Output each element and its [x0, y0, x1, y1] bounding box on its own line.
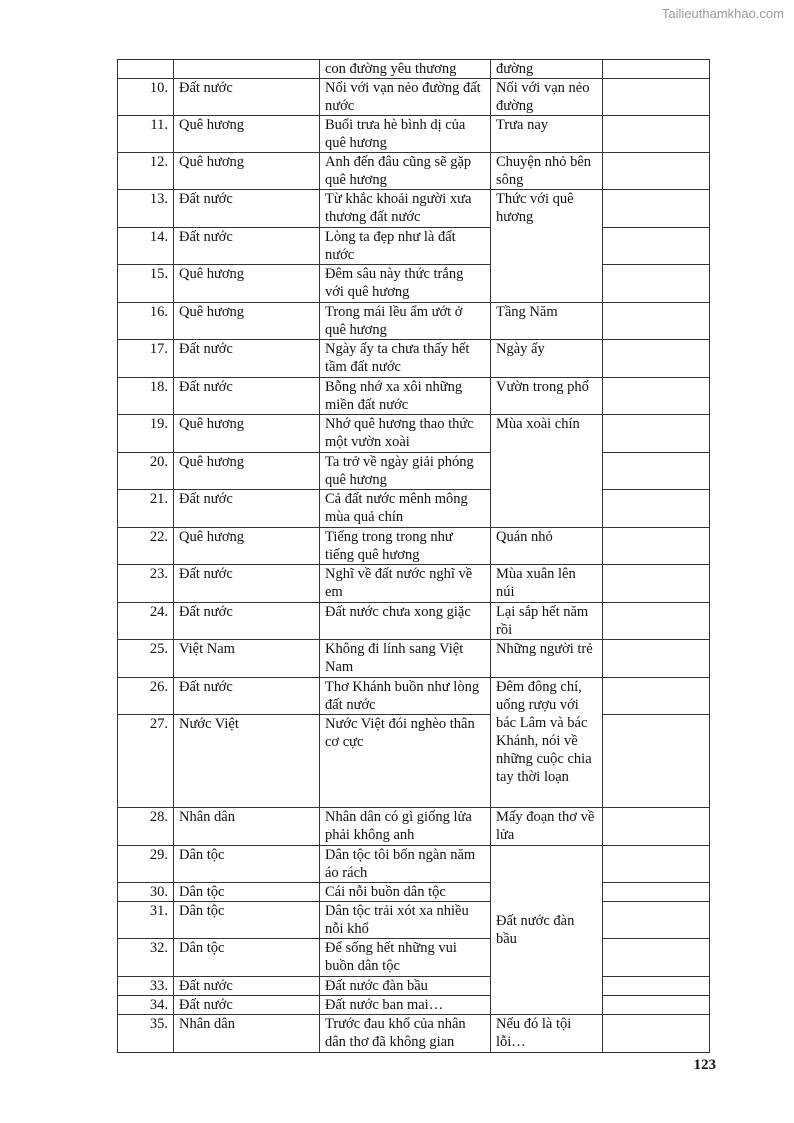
row-number: 20. [118, 453, 174, 490]
verse-line-cell: Nước Việt đói nghèo thân cơ cực [320, 715, 491, 808]
row-number: 18. [118, 378, 174, 415]
extra-cell [603, 265, 710, 303]
keyword-cell: Quê hương [174, 415, 320, 453]
row-number: 35. [118, 1015, 174, 1053]
verse-line-cell: Đất nước đàn bầu [320, 977, 491, 996]
keyword-cell: Đất nước [174, 340, 320, 378]
table-row [118, 883, 710, 902]
table-row [118, 1015, 710, 1053]
keyword-cell: Dân tộc [174, 902, 320, 939]
page-number: 123 [693, 1057, 716, 1073]
table-row [118, 303, 710, 340]
poem-title-cell: Chuyện nhỏ bên sông [491, 153, 603, 190]
row-number: 22. [118, 528, 174, 565]
extra-cell [603, 190, 710, 228]
table-row [118, 490, 710, 528]
verse-line-cell: Đất nước ban mai… [320, 996, 491, 1015]
verse-line-cell: Nghĩ về đất nước nghĩ về em [320, 565, 491, 603]
poem-title-cell: đường [491, 60, 603, 79]
poem-title-cell: Những người trẻ [491, 640, 603, 678]
table-row [118, 265, 710, 303]
keyword-cell: Đất nước [174, 565, 320, 603]
keyword-cell: Nước Việt [174, 715, 320, 808]
verse-line-cell: Thơ Khánh buồn như lòng đất nước [320, 678, 491, 715]
extra-cell [603, 603, 710, 640]
keyword-cell: Quê hương [174, 453, 320, 490]
verse-line-cell: Trong mái lều ẩm ướt ở quê hương [320, 303, 491, 340]
poem-title-cell: Thức với quê hương [491, 190, 603, 303]
row-number: 11. [118, 116, 174, 153]
verse-line-cell: Lòng ta đẹp như là đất nước [320, 228, 491, 265]
extra-cell [603, 678, 710, 715]
table-row [118, 153, 710, 190]
keyword-cell: Quê hương [174, 528, 320, 565]
poem-title-cell: Mùa xuân lên núi [491, 565, 603, 603]
table-row [118, 453, 710, 490]
row-number: 29. [118, 846, 174, 883]
row-number: 26. [118, 678, 174, 715]
extra-cell [603, 939, 710, 977]
row-number: 13. [118, 190, 174, 228]
extra-cell [603, 1015, 710, 1053]
table-row [118, 846, 710, 883]
poem-title-cell: Vườn trong phố [491, 378, 603, 415]
verse-line-cell: Dân tộc trải xót xa nhiều nỗi khổ [320, 902, 491, 939]
extra-cell [603, 228, 710, 265]
poem-table [117, 59, 710, 1053]
keyword-cell: Quê hương [174, 116, 320, 153]
extra-cell [603, 453, 710, 490]
row-number: 17. [118, 340, 174, 378]
row-number: 33. [118, 977, 174, 996]
table-row [118, 60, 710, 79]
keyword-cell: Đất nước [174, 996, 320, 1015]
poem-title-cell: Mấy đoạn thơ về lửa [491, 808, 603, 846]
table-row [118, 79, 710, 116]
extra-cell [603, 902, 710, 939]
keyword-cell: Đất nước [174, 228, 320, 265]
row-number: 27. [118, 715, 174, 808]
verse-line-cell: con đường yêu thương [320, 60, 491, 79]
extra-cell [603, 378, 710, 415]
keyword-cell: Nhân dân [174, 808, 320, 846]
verse-line-cell: Nhân dân có gì giống lửa phải không anh [320, 808, 491, 846]
extra-cell [603, 808, 710, 846]
verse-line-cell: Ta trở về ngày giải phóng quê hương [320, 453, 491, 490]
table-row [118, 902, 710, 939]
keyword-cell: Đất nước [174, 603, 320, 640]
table-row [118, 939, 710, 977]
extra-cell [603, 977, 710, 996]
verse-line-cell: Dân tộc tôi bốn ngàn năm áo rách [320, 846, 491, 883]
row-number: 21. [118, 490, 174, 528]
row-number: 31. [118, 902, 174, 939]
keyword-cell: Quê hương [174, 303, 320, 340]
verse-line-cell: Nối với vạn nẻo đường đất nước [320, 79, 491, 116]
table-row [118, 228, 710, 265]
keyword-cell: Dân tộc [174, 846, 320, 883]
table-row [118, 378, 710, 415]
table-row [118, 640, 710, 678]
poem-title-cell: Nối với vạn nẻo đường [491, 79, 603, 116]
keyword-cell: Quê hương [174, 265, 320, 303]
extra-cell [603, 153, 710, 190]
poem-title-cell: Đất nước đàn bầu [491, 846, 603, 1015]
row-number: 25. [118, 640, 174, 678]
row-number: 28. [118, 808, 174, 846]
keyword-cell: Việt Nam [174, 640, 320, 678]
row-number [118, 60, 174, 79]
table-row [118, 808, 710, 846]
poem-title-cell: Mùa xoài chín [491, 415, 603, 528]
extra-cell [603, 60, 710, 79]
verse-line-cell: Cái nỗi buồn dân tộc [320, 883, 491, 902]
verse-line-cell: Nhớ quê hương thao thức một vườn xoài [320, 415, 491, 453]
verse-line-cell: Để sống hết những vui buồn dân tộc [320, 939, 491, 977]
extra-cell [603, 415, 710, 453]
extra-cell [603, 715, 710, 808]
row-number: 12. [118, 153, 174, 190]
row-number: 10. [118, 79, 174, 116]
verse-line-cell: Tiếng trong trong như tiếng quê hương [320, 528, 491, 565]
keyword-cell [174, 60, 320, 79]
keyword-cell: Dân tộc [174, 939, 320, 977]
table-row [118, 565, 710, 603]
verse-line-cell: Không đi lính sang Việt Nam [320, 640, 491, 678]
table-row [118, 603, 710, 640]
table-row [118, 415, 710, 453]
row-number: 19. [118, 415, 174, 453]
keyword-cell: Đất nước [174, 378, 320, 415]
table-row [118, 340, 710, 378]
keyword-cell: Đất nước [174, 977, 320, 996]
row-number: 24. [118, 603, 174, 640]
extra-cell [603, 565, 710, 603]
extra-cell [603, 340, 710, 378]
extra-cell [603, 996, 710, 1015]
row-number: 14. [118, 228, 174, 265]
watermark: Tailieuthamkhao.com [661, 6, 784, 21]
row-number: 15. [118, 265, 174, 303]
poem-title-cell: Trưa nay [491, 116, 603, 153]
poem-title-cell: Ngày ấy [491, 340, 603, 378]
row-number: 23. [118, 565, 174, 603]
keyword-cell: Dân tộc [174, 883, 320, 902]
table-row [118, 116, 710, 153]
extra-cell [603, 528, 710, 565]
extra-cell [603, 640, 710, 678]
extra-cell [603, 846, 710, 883]
extra-cell [603, 883, 710, 902]
table-row [118, 715, 710, 808]
verse-line-cell: Đêm sâu này thức trắng với quê hương [320, 265, 491, 303]
extra-cell [603, 79, 710, 116]
table-row [118, 996, 710, 1015]
table-row [118, 977, 710, 996]
extra-cell [603, 116, 710, 153]
verse-line-cell: Anh đến đâu cũng sẽ gặp quê hương [320, 153, 491, 190]
row-number: 30. [118, 883, 174, 902]
verse-line-cell: Cả đất nước mênh mông mùa quả chín [320, 490, 491, 528]
poem-title-cell: Lại sắp hết năm rồi [491, 603, 603, 640]
verse-line-cell: Từ khắc khoải người xưa thương đất nước [320, 190, 491, 228]
table-row [118, 190, 710, 228]
verse-line-cell: Đất nước chưa xong giặc [320, 603, 491, 640]
keyword-cell: Đất nước [174, 678, 320, 715]
verse-line-cell: Bỗng nhớ xa xôi những miền đất nước [320, 378, 491, 415]
keyword-cell: Quê hương [174, 153, 320, 190]
row-number: 32. [118, 939, 174, 977]
poem-title-cell: Tầng Năm [491, 303, 603, 340]
table-row [118, 528, 710, 565]
extra-cell [603, 490, 710, 528]
poem-title-cell: Nếu đó là tội lỗi… [491, 1015, 603, 1053]
extra-cell [603, 303, 710, 340]
verse-line-cell: Ngày ấy ta chưa thấy hết tầm đất nước [320, 340, 491, 378]
table-row [118, 678, 710, 715]
verse-line-cell: Buổi trưa hè bình dị của quê hương [320, 116, 491, 153]
keyword-cell: Đất nước [174, 79, 320, 116]
keyword-cell: Đất nước [174, 490, 320, 528]
row-number: 16. [118, 303, 174, 340]
row-number: 34. [118, 996, 174, 1015]
poem-title-cell: Đêm đông chí, uống rượu với bác Lâm và bác Khánh, nói về những cuộc chia tay thời loạn [491, 678, 603, 808]
poem-title-cell: Quán nhỏ [491, 528, 603, 565]
verse-line-cell: Trước đau khổ của nhân dân thơ đã không gian [320, 1015, 491, 1053]
keyword-cell: Nhân dân [174, 1015, 320, 1053]
keyword-cell: Đất nước [174, 190, 320, 228]
